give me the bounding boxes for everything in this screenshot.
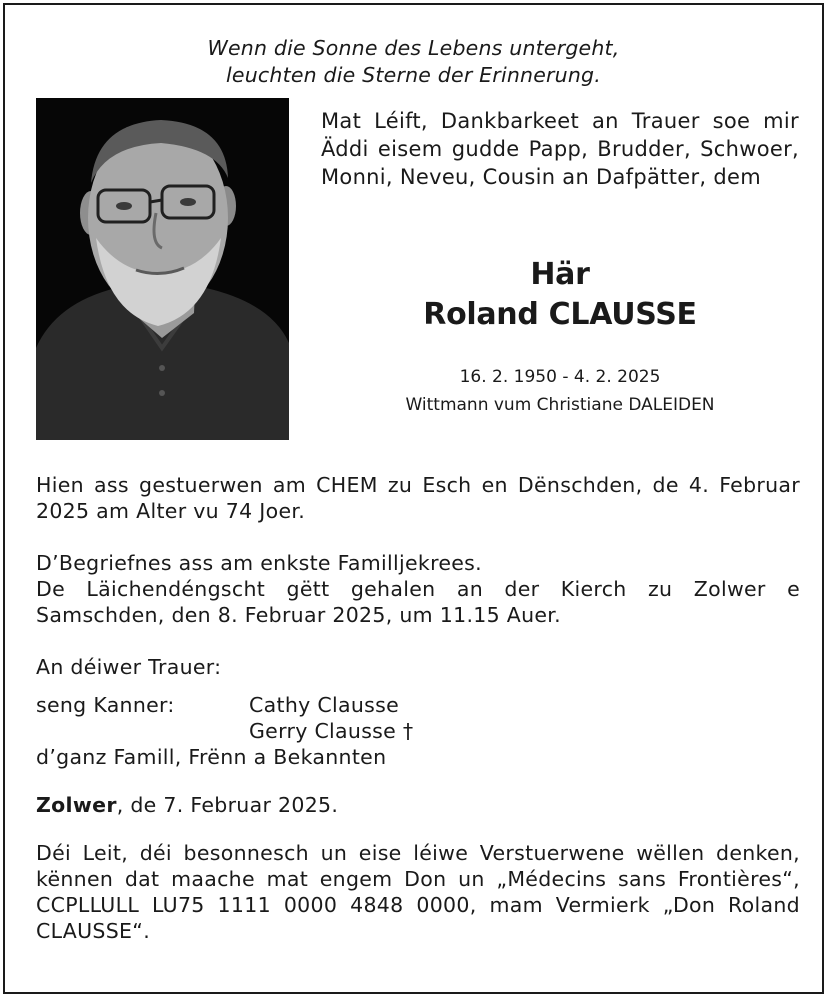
motto-line-1: Wenn die Sonne des Lebens untergeht, xyxy=(207,36,620,60)
donation-request: Déi Leit, déi besonnesch un eise léiwe Verstuerwene wëllen denken, kënnen dat maache mat engem Don un „Médecins sans Frontières“, CCPLLULL LU75 1111 0000 4848 0000, mam Vermierk „Don Roland CLAUSSE“. xyxy=(36,841,800,943)
intro-paragraph: Mat Léift, Dankbarkeet an Trauer soe mir Äddi eisem gudde Papp, Brudder, Schwoer, Monni, Neveu, Cousin an Dafpätter, dem xyxy=(321,109,799,189)
child-2: Gerry Clausse † xyxy=(249,719,414,743)
notice-date: , de 7. Februar 2025. xyxy=(116,793,339,817)
life-dates-block xyxy=(321,363,799,419)
honorific: Här xyxy=(530,257,590,292)
child-1: Cathy Clausse xyxy=(249,693,399,717)
life-dates: 16. 2. 1950 - 4. 2. 2025 xyxy=(459,367,661,387)
notice-body xyxy=(36,472,800,944)
deceased-name: Roland CLAUSSE xyxy=(423,297,697,332)
deceased-name-block xyxy=(321,255,799,335)
place-date-line xyxy=(36,792,800,818)
funeral-line-1: D’Begriefnes ass am enkste Familljekrees. xyxy=(36,551,482,575)
obituary-notice xyxy=(3,3,824,994)
children-label: seng Kanner: xyxy=(36,693,175,717)
children-row xyxy=(36,692,800,718)
funeral-line-2: De Läichendéngscht gëtt gehalen an der Kierch zu Zolwer e Samschden, den 8. Februar 2025, um 11.15 Auer. xyxy=(36,577,800,627)
motto-line-2: leuchten die Sterne der Erinnerung. xyxy=(226,63,601,87)
portrait-image xyxy=(36,98,289,440)
intro-text xyxy=(321,107,799,191)
motto xyxy=(5,35,822,89)
death-notice: Hien ass gestuerwen am CHEM zu Esch en Dënschden, de 4. Februar 2025 am Alter vu 74 Joer. xyxy=(36,473,800,523)
portrait-photo xyxy=(36,98,289,440)
widower-line: Wittmann vum Christiane DALEIDEN xyxy=(405,395,715,415)
place-name: Zolwer xyxy=(36,793,117,817)
other-mourners: d’ganz Famill, Frënn a Bekannten xyxy=(36,745,387,769)
children-row-2 xyxy=(36,718,800,744)
mourners-heading: An déiwer Trauer: xyxy=(36,655,222,679)
